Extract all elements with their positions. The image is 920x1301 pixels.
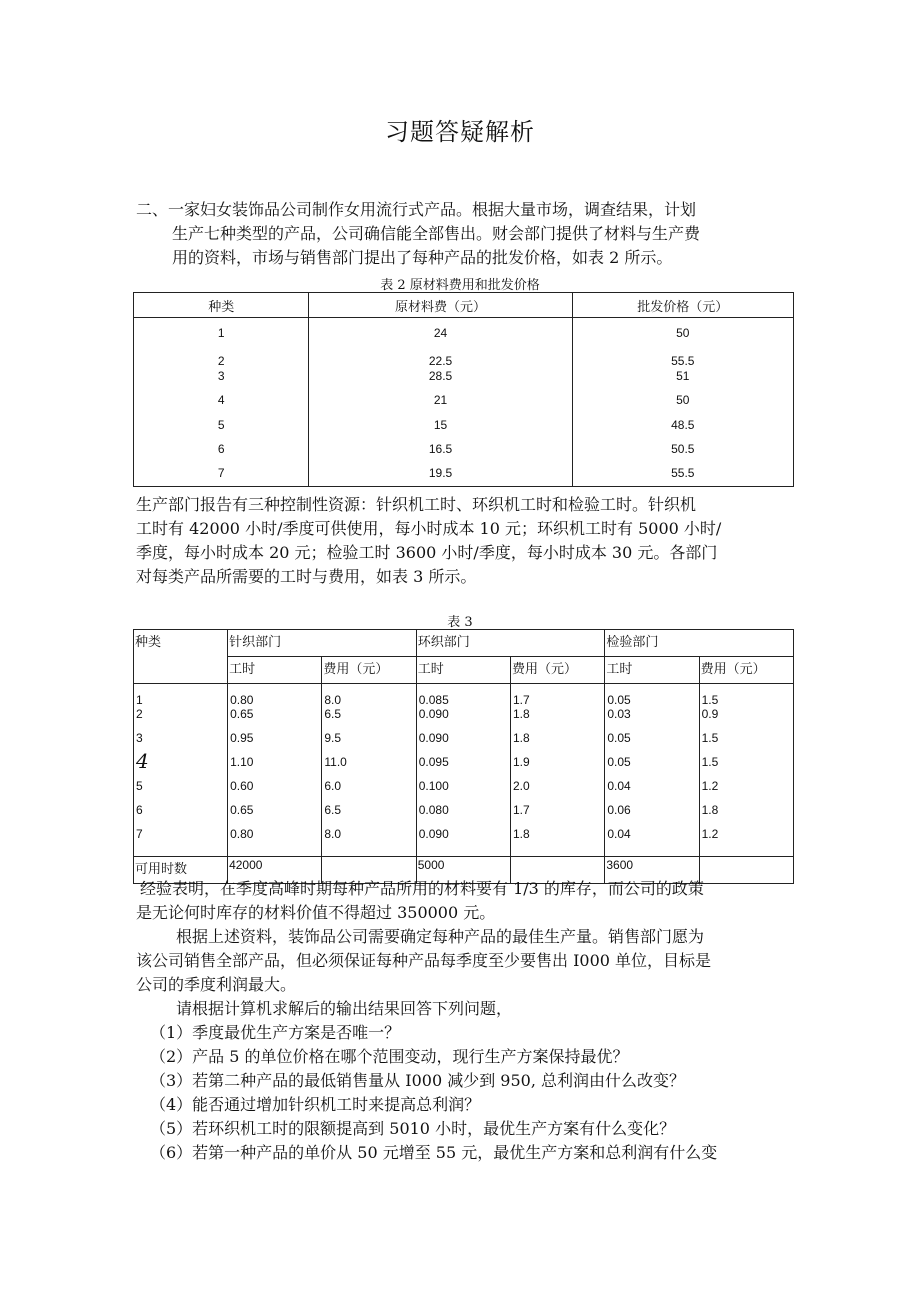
intro-line-2: 生产七种类型的产品，公司确信能全部售出。财会部门提供了材料与生产费 [172,224,701,243]
knit-hours-cell: 0.60 [230,779,254,793]
inspect-hours-cell: 0.05 [607,755,631,769]
kind-cell: 6 [136,803,143,817]
page-title: 习题答疑解析 [385,118,535,146]
header-material: 原材料费（元） [309,293,572,318]
knit-hours-cell: 0.95 [230,731,254,745]
subheader-cost: 费用（元） [322,657,416,684]
loop-hours-column [416,684,510,857]
loop-hours-cell: 0.095 [418,755,449,769]
resources-line-4: 对每类产品所需要的工时与费用，如表 3 所示。 [136,567,477,586]
knit-cost-cell: 8.0 [324,827,342,841]
knit-cost-cell: 9.5 [324,731,342,745]
kind-column [134,684,228,857]
header-price: 批发价格（元） [572,293,793,318]
loop-cost-cell: 1.8 [512,707,530,721]
knit-cost-cell: 6.5 [324,707,342,721]
inspect-cost-cell: 1.5 [701,693,719,707]
objective-line-2: 该公司销售全部产品，但必须保证每种产品每季度至少要售出 I000 单位，目标是 [136,951,712,970]
knit-cost-cell: 11.0 [324,755,347,769]
price-cell: 50 [676,393,690,407]
available-knit-hours: 42000 [228,857,322,884]
objective-line-3: 公司的季度利润最大。 [136,975,297,994]
question-3: （3）若第二种产品的最低销售量从 I000 减少到 950, 总利润由什么改变？ [150,1071,686,1090]
inspect-hours-column [605,684,699,857]
kind-cell: 3 [136,731,143,745]
inspect-hours-cell: 0.04 [607,779,631,793]
question-2: （2）产品 5 的单位价格在哪个范围变动，现行生产方案保持最优？ [150,1047,629,1066]
inventory-line-2: 是无论何时库存的材料价值不得超过 350000 元。 [136,903,496,922]
loop-cost-cell: 1.7 [512,693,530,707]
inspect-cost-cell: 1.8 [701,803,719,817]
loop-hours-cell: 0.085 [418,693,449,707]
loop-cost-column [510,684,604,857]
kind-cell: 1 [136,693,143,707]
loop-hours-cell: 0.090 [418,731,449,745]
question-6: （6）若第一种产品的单价从 50 元增至 55 元，最优生产方案和总利润有什么变 [150,1143,718,1162]
question-4: （4）能否通过增加针织机工时来提高总利润？ [150,1095,481,1114]
material-column [309,318,572,487]
resources-line-2: 工时有 42000 小时/季度可供使用，每小时成本 10 元；环织机工时有 5000 小时/ [136,519,722,538]
inspect-hours-cell: 0.05 [607,693,631,707]
knit-hours-cell: 0.80 [230,693,254,707]
inspect-hours-cell: 0.05 [607,731,631,745]
loop-cost-cell: 1.7 [512,803,530,817]
kind-cell: 6 [217,442,225,456]
intro-line-1: 二、一家妇女装饰品公司制作女用流行式产品。根据大量市场，调查结果，计划 [136,200,697,219]
inspect-cost-cell: 1.2 [701,779,719,793]
price-cell: 48.5 [671,418,695,432]
loop-cost-cell: 1.8 [512,731,530,745]
material-cell: 19.5 [428,466,453,480]
kind-cell: 7 [136,827,143,841]
price-cell: 55.5 [671,354,695,368]
material-cell: 22.5 [428,354,453,368]
inspect-cost-cell: 0.9 [701,707,719,721]
header-knit-dept: 针织部门 [228,630,417,657]
price-cell: 50.5 [671,442,695,456]
knit-hours-column [228,684,322,857]
loop-cost-cell: 1.8 [512,827,530,841]
intro-line-3: 用的资料，市场与销售部门提出了每种产品的批发价格，如表 2 所示。 [172,248,673,267]
knit-cost-cell: 6.5 [324,803,342,817]
question-5: （5）若环织机工时的限额提高到 5010 小时，最优生产方案有什么变化？ [150,1119,676,1138]
material-cell: 16.5 [428,442,453,456]
inspect-cost-column [699,684,793,857]
resources-line-3: 季度，每小时成本 20 元；检验工时 3600 小时/季度，每小时成本 30 元。各部门 [136,543,718,562]
knit-cost-column [322,684,416,857]
knit-cost-cell: 6.0 [324,779,342,793]
kind-cell: 1 [217,326,225,340]
available-hours-label: 可用时数 [134,857,228,884]
header-kind: 种类 [134,293,309,318]
inspect-cost-cell: 1.2 [701,827,719,841]
inventory-line-1: 经验表明，在季度高峰时期每种产品所用的材料要有 1/3 的库存，而公司的政策 [140,879,704,898]
kind-cell: 2 [136,707,143,721]
material-cell: 28.5 [428,369,453,383]
table3-caption: 表 3 [447,615,473,630]
kind-cell: 4 [136,749,149,773]
questions-intro: 请根据计算机求解后的输出结果回答下列问题， [176,999,513,1018]
kind-cell: 4 [217,393,225,407]
kind-cell: 7 [217,466,225,480]
subheader-hours: 工时 [416,657,510,684]
knit-hours-cell: 1.10 [230,755,254,769]
material-cell: 15 [433,418,448,432]
inspect-hours-cell: 0.03 [607,707,631,721]
price-cell: 51 [676,369,690,383]
available-loop-hours: 5000 [416,857,510,884]
knit-hours-cell: 0.80 [230,827,254,841]
kind-cell: 3 [217,369,225,383]
inspect-hours-cell: 0.04 [607,827,631,841]
material-cell: 24 [433,326,448,340]
department-hours-table [133,629,794,884]
material-cell: 21 [433,393,448,407]
table2-caption: 表 2 原材料费用和批发价格 [380,278,540,293]
kind-cell: 2 [217,354,225,368]
loop-hours-cell: 0.080 [418,803,449,817]
question-1: （1）季度最优生产方案是否唯一？ [150,1023,401,1042]
loop-cost-cell: 1.9 [512,755,530,769]
inspect-hours-cell: 0.06 [607,803,631,817]
knit-hours-cell: 0.65 [230,803,254,817]
subheader-cost: 费用（元） [699,657,793,684]
inspect-cost-cell: 1.5 [701,755,719,769]
price-column [572,318,793,487]
kind-cell: 5 [136,779,143,793]
inspect-cost-cell: 1.5 [701,731,719,745]
header-loop-dept: 环织部门 [416,630,605,657]
knit-hours-cell: 0.65 [230,707,254,721]
kind-cell: 5 [217,418,225,432]
objective-line-1: 根据上述资料，装饰品公司需要确定每种产品的最佳生产量。销售部门愿为 [176,927,705,946]
loop-hours-cell: 0.100 [418,779,449,793]
loop-hours-cell: 0.090 [418,707,449,721]
available-inspect-hours: 3600 [605,857,699,884]
resources-line-1: 生产部门报告有三种控制性资源：针织机工时、环织机工时和检验工时。针织机 [136,495,697,514]
empty-cell [699,857,793,884]
material-price-table [133,292,794,487]
loop-cost-cell: 2.0 [512,779,530,793]
loop-hours-cell: 0.090 [418,827,449,841]
header-kind: 种类 [134,630,228,684]
price-cell: 50 [676,326,690,340]
header-inspect-dept: 检验部门 [605,630,794,657]
knit-cost-cell: 8.0 [324,693,342,707]
kind-column [134,318,309,487]
subheader-hours: 工时 [605,657,699,684]
subheader-cost: 费用（元） [510,657,604,684]
price-cell: 55.5 [671,466,695,480]
subheader-hours: 工时 [228,657,322,684]
